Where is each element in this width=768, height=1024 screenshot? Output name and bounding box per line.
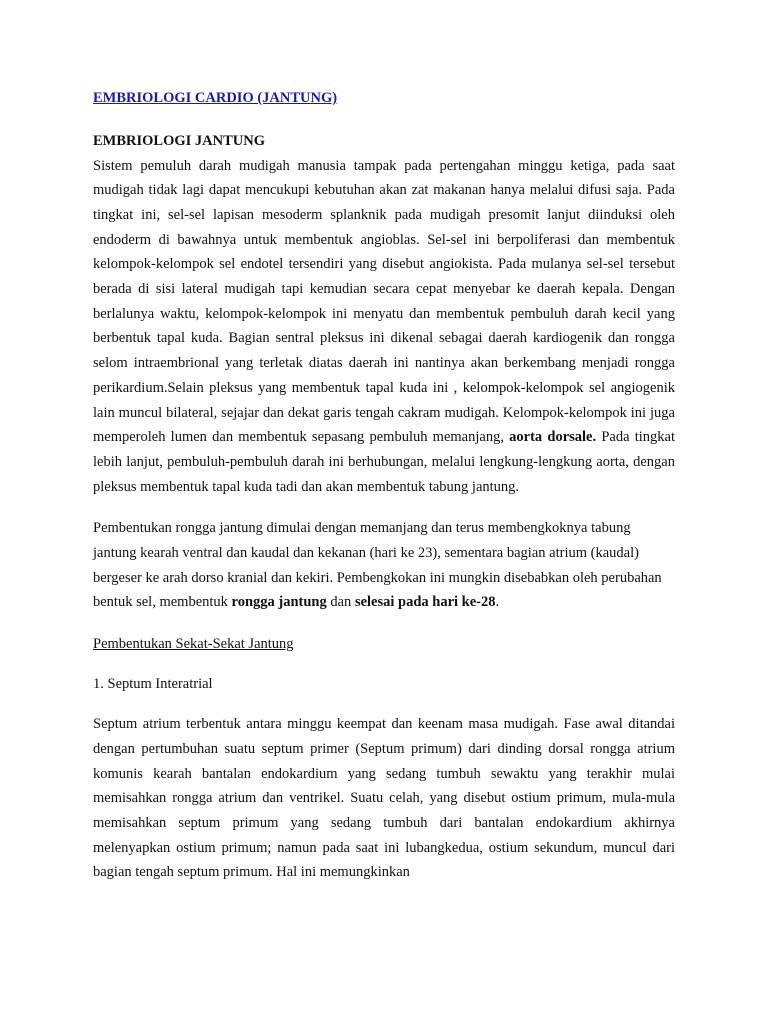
- paragraph-intro-bold: aorta dorsale.: [509, 429, 597, 446]
- paragraph-heart-cavity-text-3: .: [495, 594, 500, 611]
- paragraph-heart-cavity-text: Pembentukan rongga jantung dimulai dengan memanjang dan terus membengkoknya tabung jantung kearah ventral dan kaudal dan kekanan (hari ke 23), sementara bagian atrium (kaudal) bergeser ke arah dorso kranial dan kekiri. Pembengkokan ini mungkin disebabkan oleh perubahan bentuk sel, membentuk: [93, 520, 662, 611]
- paragraph-heart-cavity-text-2: dan: [326, 594, 355, 611]
- paragraph-intro: [93, 154, 675, 500]
- paragraph-heart-cavity-bold-2: selesai pada hari ke-28: [354, 594, 496, 611]
- paragraph-heart-cavity: [93, 516, 675, 615]
- section-subtitle: EMBRIOLOGI JANTUNG: [93, 133, 266, 149]
- numbered-heading-septum-interatrial: 1. Septum Interatrial: [93, 676, 213, 693]
- paragraph-septum-atrium: Septum atrium terbentuk antara minggu keempat dan keenam masa mudigah. Fase awal ditandai dengan pertumbuhan suatu septum primer (Septum primum) dari dinding dorsal rongga atrium komunis kearah bantalan endokardium yang sedang tumbuh sewaktu yang terakhir mulai memisahkan rongga atrium dan ventrikel. Suatu celah, yang disebut ostium primum, mula-mula memisahkan septum primum yang sedang tumbuh dari bantalan endokardium akhirnya melenyapkan ostium primum; namun pada saat ini lubangkedua, ostium sekundum, muncul dari bagian tengah septum primum. Hal ini memungkinkan: [93, 716, 675, 881]
- paragraph-intro-text: Sistem pemuluh darah mudigah manusia tampak pada pertengahan minggu ketiga, pada saat mudigah tidak lagi dapat mencukupi kebutuhan akan zat makanan hanya melalui difusi saja. Pada tingkat ini, sel-sel lapisan mesoderm splanknik pada mudigah presomit lanjut diinduksi oleh endoderm di bawahnya untuk membentuk angioblas. Sel-sel ini berpoliferasi dan membentuk kelompok-kelompok sel endotel tersendiri yang disebut angiokista. Pada mulanya sel-sel tersebut berada di sisi lateral mudigah tapi kemudian secara cepat menyebar ke daerah kepala. Dengan berlalunya waktu, kelompok-kelompok ini menyatu dan membentuk pembuluh darah kecil yang berbentuk tapal kuda. Bagian sentral pleksus ini dikenal sebagai daerah kardiogenik dan rongga selom intraembrional yang terletak diatas daerah ini nantinya akan berkembang menjadi rongga perikardium.Selain pleksus yang membentuk tapal kuda ini , kelompok-kelompok sel angiogenik lain muncul bilateral, sejajar dan dekat garis tengah cakram mudigah. Kelompok-kelompok ini juga memperoleh lumen dan membentuk sepasang pembuluh memanjang,: [93, 157, 675, 446]
- section-heading-septa: Pembentukan Sekat-Sekat Jantung: [93, 636, 294, 653]
- document-title-link[interactable]: EMBRIOLOGI CARDIO (JANTUNG): [93, 90, 338, 106]
- paragraph-intro-text-end: Pada tingkat lebih lanjut, pembuluh-pembuluh darah ini berhubungan, melalui lengkung-lengkung aorta, dengan pleksus membentuk tapal kuda tadi dan akan membentuk tabung jantung.: [93, 429, 675, 495]
- paragraph-heart-cavity-bold-1: rongga jantung: [231, 594, 327, 611]
